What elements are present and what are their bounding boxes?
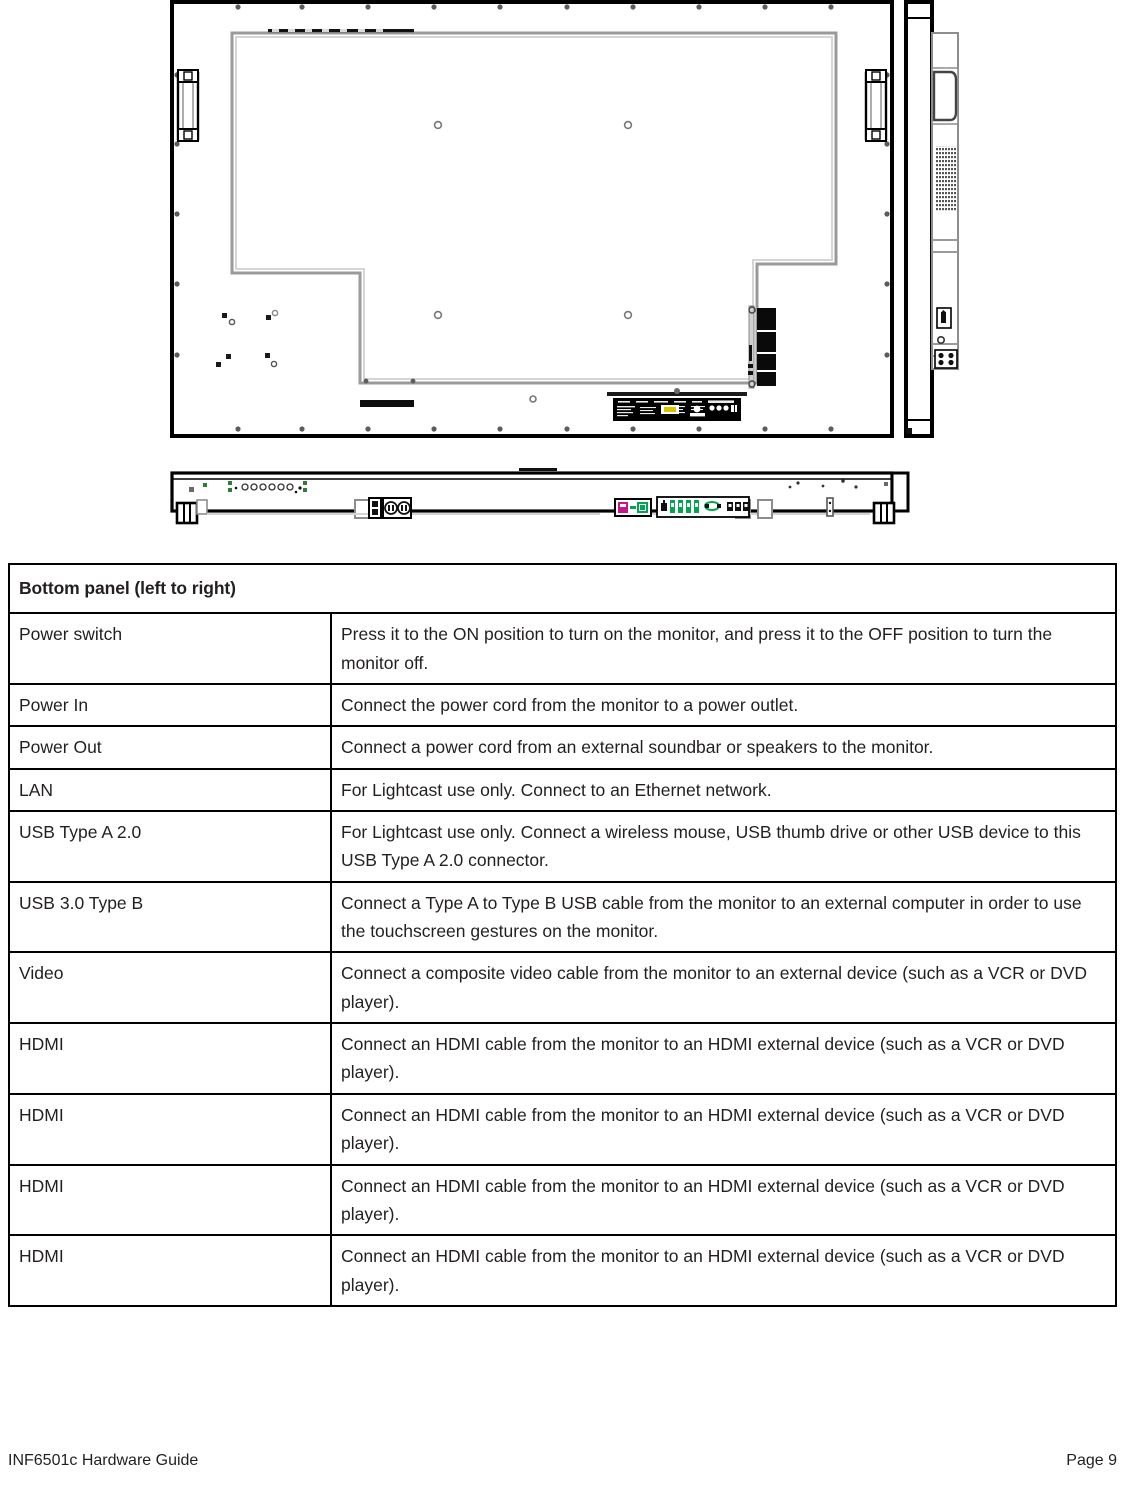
connector-description: For Lightcast use only. Connect a wireless mouse, USB thumb drive or other USB device to this USB Type A 2.0 connector. — [331, 811, 1116, 882]
speaker-terminal — [935, 350, 957, 368]
connector-name: Power In — [9, 684, 331, 726]
side-video-connector — [937, 308, 951, 328]
connector-description: Connect an HDMI cable from the monitor to an HDMI external device (such as a VCR or DVD player). — [331, 1023, 1116, 1094]
connector-description: Press it to the ON position to turn on the monitor, and press it to the OFF position to turn the monitor off. — [331, 613, 1116, 684]
footer-document-title: INF6501c Hardware Guide — [8, 1452, 199, 1469]
rear-view — [172, 2, 892, 436]
connector-strip — [615, 497, 749, 517]
vent-grille — [748, 306, 776, 388]
product-label-sticker — [607, 388, 747, 421]
power-inlet — [369, 498, 411, 518]
table-row — [9, 952, 1116, 1023]
connector-description: Connect an HDMI cable from the monitor to an HDMI external device (such as a VCR or DVD player). — [331, 1094, 1116, 1165]
footer-page-number: Page 9 — [1066, 1452, 1117, 1469]
connector-description: Connect a Type A to Type B USB cable from the monitor to an external computer in order to use the touchscreen gestures on the monitor. — [331, 882, 1116, 953]
table-row — [9, 769, 1116, 811]
table-row — [9, 1023, 1116, 1094]
connector-name: HDMI — [9, 1235, 331, 1306]
table-row — [9, 1165, 1116, 1236]
rear-strip — [360, 400, 414, 407]
bottom-panel-view — [172, 468, 908, 523]
table-row — [9, 882, 1116, 953]
table-row — [9, 811, 1116, 882]
connector-name: Power switch — [9, 613, 331, 684]
connector-description: For Lightcast use only. Connect to an Ethernet network. — [331, 769, 1116, 811]
table-header-title: Bottom panel (left to right) — [9, 564, 1116, 613]
connector-name: USB Type A 2.0 — [9, 811, 331, 882]
table-row — [9, 684, 1116, 726]
connector-description: Connect the power cord from the monitor to a power outlet. — [331, 684, 1116, 726]
monitor-diagram-figure — [0, 0, 1125, 545]
monitor-diagram-svg — [0, 0, 1125, 545]
table-row — [9, 613, 1116, 684]
table-header-row — [9, 564, 1116, 613]
connector-name: LAN — [9, 769, 331, 811]
connector-name: HDMI — [9, 1165, 331, 1236]
side-profile-view — [906, 2, 958, 436]
bottom-panel-connector-table — [8, 563, 1117, 1307]
page-footer — [8, 1452, 1117, 1470]
table-row — [9, 1235, 1116, 1306]
connector-description: Connect an HDMI cable from the monitor to an HDMI external device (such as a VCR or DVD player). — [331, 1235, 1116, 1306]
connector-name: HDMI — [9, 1094, 331, 1165]
connector-name: Power Out — [9, 726, 331, 768]
connector-description: Connect a composite video cable from the monitor to an external device (such as a VCR or DVD player). — [331, 952, 1116, 1023]
connector-name: USB 3.0 Type B — [9, 882, 331, 953]
table-row — [9, 726, 1116, 768]
connector-description: Connect an HDMI cable from the monitor to an HDMI external device (such as a VCR or DVD player). — [331, 1165, 1116, 1236]
connector-description: Connect a power cord from an external soundbar or speakers to the monitor. — [331, 726, 1116, 768]
table-row — [9, 1094, 1116, 1165]
connector-name: Video — [9, 952, 331, 1023]
connector-name: HDMI — [9, 1023, 331, 1094]
